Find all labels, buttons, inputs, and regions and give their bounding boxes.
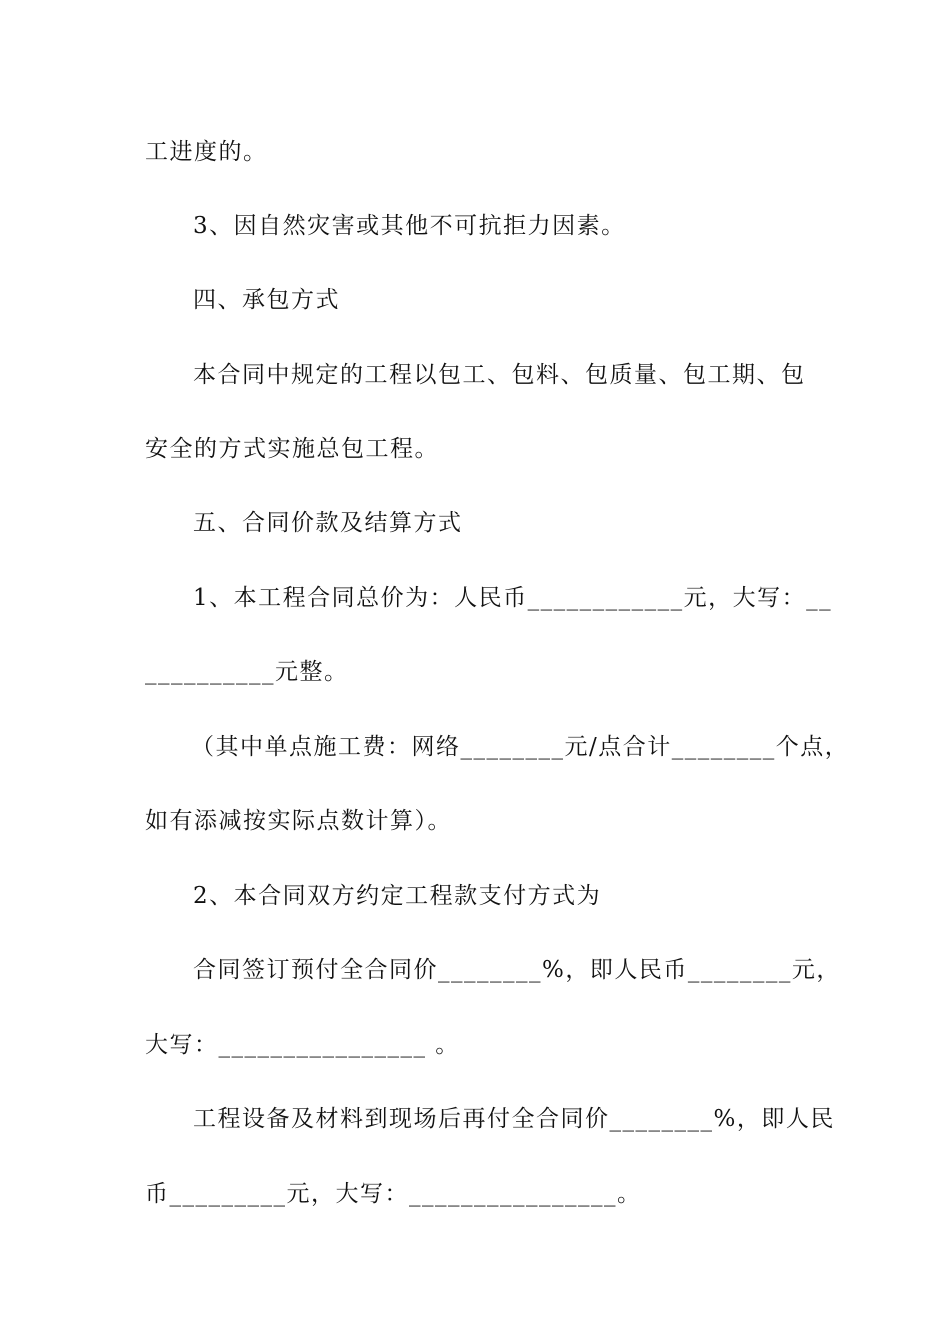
section-heading: 五、合同价款及结算方式 xyxy=(193,510,463,536)
section-heading: 四、承包方式 xyxy=(193,287,340,313)
text-line: 1、本工程合同总价为：人民币____________元，大写：__ xyxy=(193,585,833,611)
text-line: __________元整。 xyxy=(145,659,349,685)
text-line: 3、因自然灾害或其他不可抗拒力因素。 xyxy=(193,213,626,239)
text-line: 如有添减按实际点数计算）。 xyxy=(145,808,452,834)
text-line: 2、本合同双方约定工程款支付方式为 xyxy=(193,883,602,909)
text-line: 币_________元，大写：________________。 xyxy=(145,1181,642,1207)
text-line: 合同签订预付全合同价________%，即人民币________元， xyxy=(193,957,841,983)
text-line: 大写：________________ 。 xyxy=(145,1032,460,1058)
text-line: 工程设备及材料到现场后再付全合同价________%，即人民 xyxy=(193,1106,835,1132)
text-line: （其中单点施工费：网络________元/点合计________个点， xyxy=(191,734,850,760)
text-line: 本合同中规定的工程以包工、包料、包质量、包工期、包 xyxy=(193,362,806,388)
text-line: 安全的方式实施总包工程。 xyxy=(145,436,439,462)
text-line: 工进度的。 xyxy=(145,139,268,165)
